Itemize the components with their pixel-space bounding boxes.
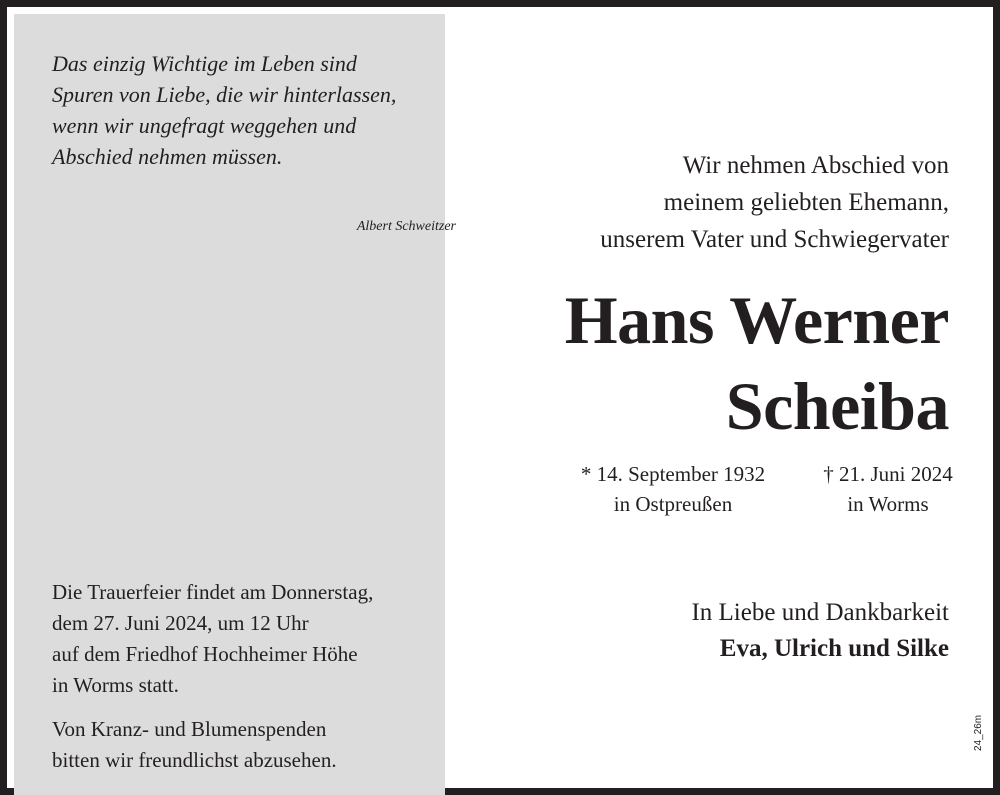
quote-author: Albert Schweitzer [356,219,456,234]
intro-line: meinem geliebten Ehemann, [663,189,949,216]
service-line: in Worms statt. [52,673,179,697]
service-line: dem 27. Juni 2024, um 12 Uhr [52,611,309,635]
mourners-names: Eva, Ulrich und Silke [719,635,949,662]
intro-line: Wir nehmen Abschied von [682,152,949,179]
birth-date: * 14. September 1932 [580,462,766,486]
intro-line: unserem Vater und Schwiegervater [600,226,949,253]
donation-line: bitten wir freundlichst abzusehen. [52,748,337,772]
closing-line: In Liebe und Dankbarkeit [691,599,949,626]
closing [691,595,949,667]
funeral-service-info [52,577,442,701]
deceased-surname: Scheiba [725,368,949,444]
quote-line: wenn wir ungefragt weggehen und [52,113,357,138]
death-info [803,459,973,519]
quote-line: Das einzig Wichtige im Leben sind [52,51,357,76]
quote-panel [14,14,456,795]
donation-line: Von Kranz- und Blumenspenden [52,717,327,741]
farewell-intro [600,147,949,258]
birth-place: in Ostpreußen [613,492,733,516]
quote [52,48,456,234]
life-dates [555,459,975,529]
reference-code: 24_26m [973,714,984,751]
death-place: in Worms [847,492,929,516]
death-date: † 21. Juni 2024 [823,462,953,486]
deceased-first-names: Hans Werner [564,282,949,358]
service-line: auf dem Friedhof Hochheimer Höhe [52,642,358,666]
birth-info [555,459,791,519]
quote-line: Abschied nehmen müssen. [52,144,283,169]
deceased-name [565,277,949,449]
donation-note [52,714,442,776]
quote-line: Spuren von Liebe, die wir hinterlassen, [52,82,397,107]
service-line: Die Trauerfeier findet am Donnerstag, [52,580,374,604]
